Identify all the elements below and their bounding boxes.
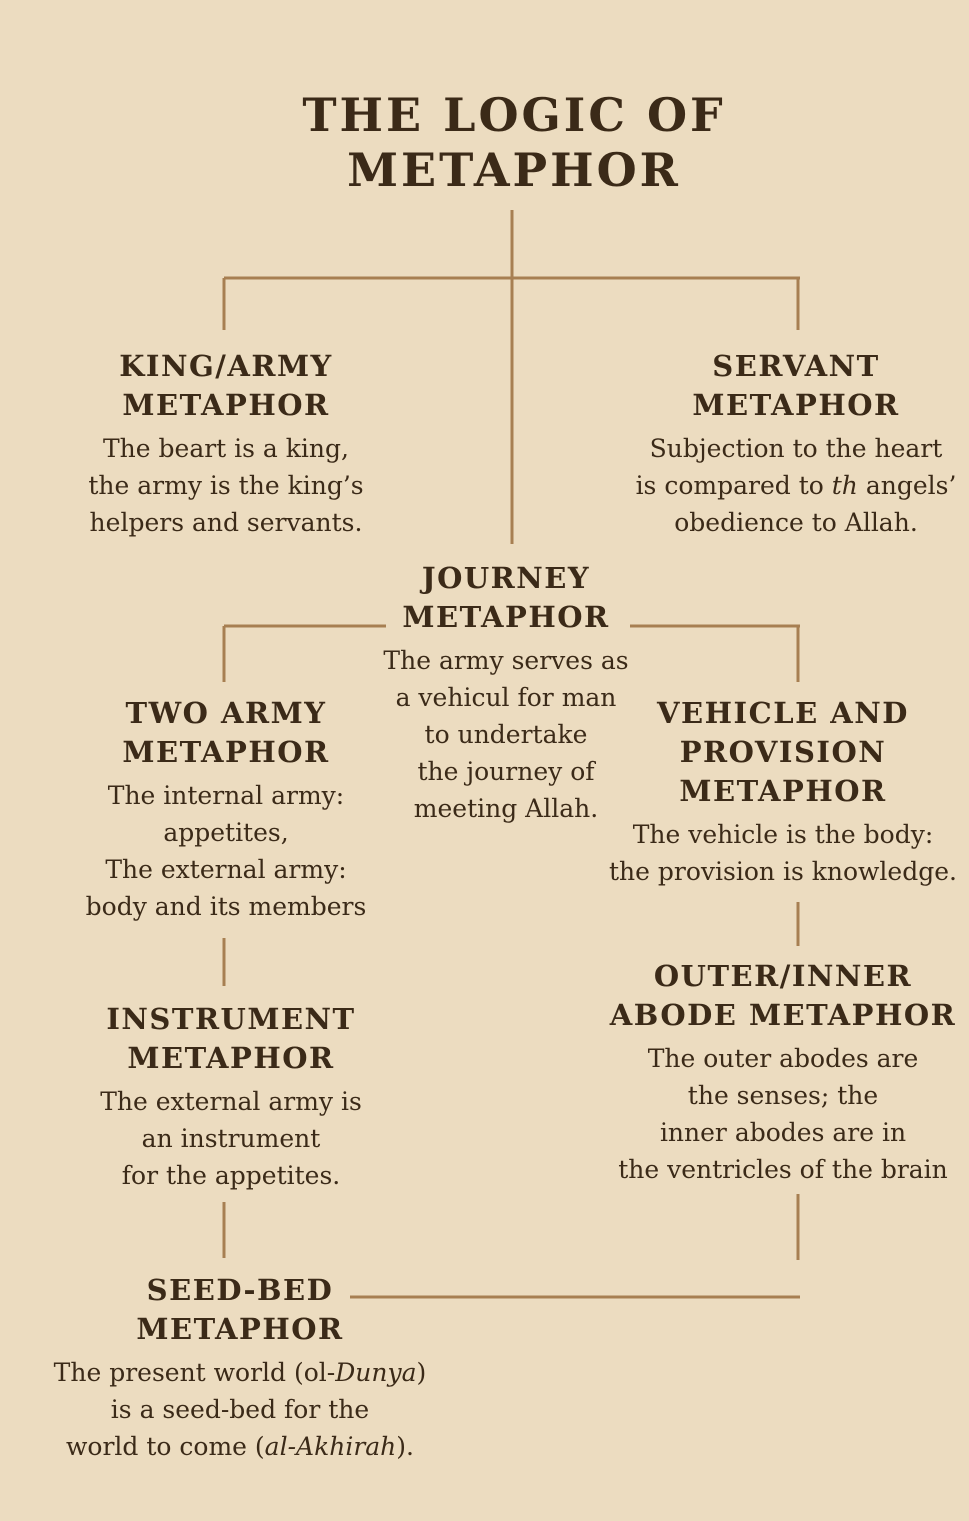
node-body (600, 816, 966, 890)
heading-line: KING/ARMY (119, 349, 333, 383)
body-text: world to come ( (66, 1432, 265, 1461)
body-text: angels’ (857, 471, 957, 500)
heading-line: METAPHOR (122, 735, 330, 769)
node-body (56, 1083, 406, 1194)
heading-line: METAPHOR (127, 1041, 335, 1075)
node-body (56, 777, 396, 925)
body-line: The beart is a king, (103, 434, 349, 463)
title-line-1: THE LOGIC OF (302, 88, 726, 142)
heading-line: PROVISION (679, 735, 887, 769)
body-line: The vehicle is the body: (632, 820, 934, 849)
heading-line: METAPHOR (402, 600, 610, 634)
body-line: the journey of (417, 757, 595, 786)
body-italic-text: th (831, 471, 858, 500)
body-line: Subjection to the heart (649, 434, 943, 463)
node-heading (56, 347, 396, 425)
servant-node (626, 347, 966, 541)
body-line: an instrument (141, 1124, 321, 1153)
body-line: inner abodes are in (659, 1118, 907, 1147)
node-heading (600, 957, 966, 1035)
node-body (50, 1354, 430, 1465)
node-heading (366, 559, 646, 637)
node-heading (56, 694, 396, 772)
heading-line: OUTER/INNER (653, 959, 913, 993)
node-body (600, 1040, 966, 1188)
heading-line: SEED-BED (146, 1273, 334, 1307)
heading-line: TWO ARMY (125, 696, 327, 730)
page-title (234, 88, 794, 198)
body-line: the provision is knowledge. (609, 857, 957, 886)
body-line: the ventricles of the brain (618, 1155, 948, 1184)
body-line: a vehicul for man (395, 683, 617, 712)
king-army-node (56, 347, 396, 541)
body-line: helpers and servants. (89, 508, 363, 537)
body-line-mixed (50, 1428, 430, 1465)
node-heading (50, 1271, 430, 1349)
body-italic-text: Dunya (335, 1358, 417, 1387)
body-line: the senses; the (687, 1081, 879, 1110)
node-heading (626, 347, 966, 425)
heading-line: METAPHOR (692, 388, 900, 422)
body-line-mixed (50, 1354, 430, 1391)
body-line: body and its members (85, 892, 367, 921)
body-line: to undertake (424, 720, 588, 749)
heading-line: METAPHOR (679, 774, 887, 808)
vehicle-provision-node (600, 694, 966, 890)
body-line: for the appetites. (121, 1161, 341, 1190)
body-line: The outer abodes are (647, 1044, 919, 1073)
body-text: The present world (ol- (53, 1358, 336, 1387)
body-text: ). (396, 1432, 414, 1461)
body-text: is compared to (635, 471, 832, 500)
heading-line: JOURNEY (421, 561, 591, 595)
body-line: the army is the king’s (88, 471, 364, 500)
title-line-2: METAPHOR (347, 143, 681, 197)
node-body (56, 430, 396, 541)
body-line: meeting Allah. (413, 794, 599, 823)
body-line-mixed (626, 467, 966, 504)
body-line: The army serves as (383, 646, 629, 675)
heading-line: METAPHOR (122, 388, 330, 422)
body-text: ) (416, 1358, 427, 1387)
body-line: The external army is (100, 1087, 362, 1116)
body-line: obedience to Allah. (674, 508, 918, 537)
seed-bed-node (50, 1271, 430, 1465)
body-line: The external army: (105, 855, 347, 884)
body-italic-text: al-Akhirah (264, 1432, 397, 1461)
instrument-node (56, 1000, 406, 1194)
heading-line: METAPHOR (136, 1312, 344, 1346)
body-line: The internal army: (107, 781, 345, 810)
node-heading (600, 694, 966, 811)
outer-inner-abode-node (600, 957, 966, 1188)
node-heading (56, 1000, 406, 1078)
heading-line: SERVANT (712, 349, 880, 383)
heading-line: ABODE METAPHOR (609, 998, 957, 1032)
two-army-node (56, 694, 396, 925)
node-body (626, 430, 966, 541)
heading-line: VEHICLE AND (657, 696, 909, 730)
body-line: appetites, (163, 818, 289, 847)
body-line: is a seed-bed for the (110, 1395, 370, 1424)
heading-line: INSTRUMENT (106, 1002, 356, 1036)
